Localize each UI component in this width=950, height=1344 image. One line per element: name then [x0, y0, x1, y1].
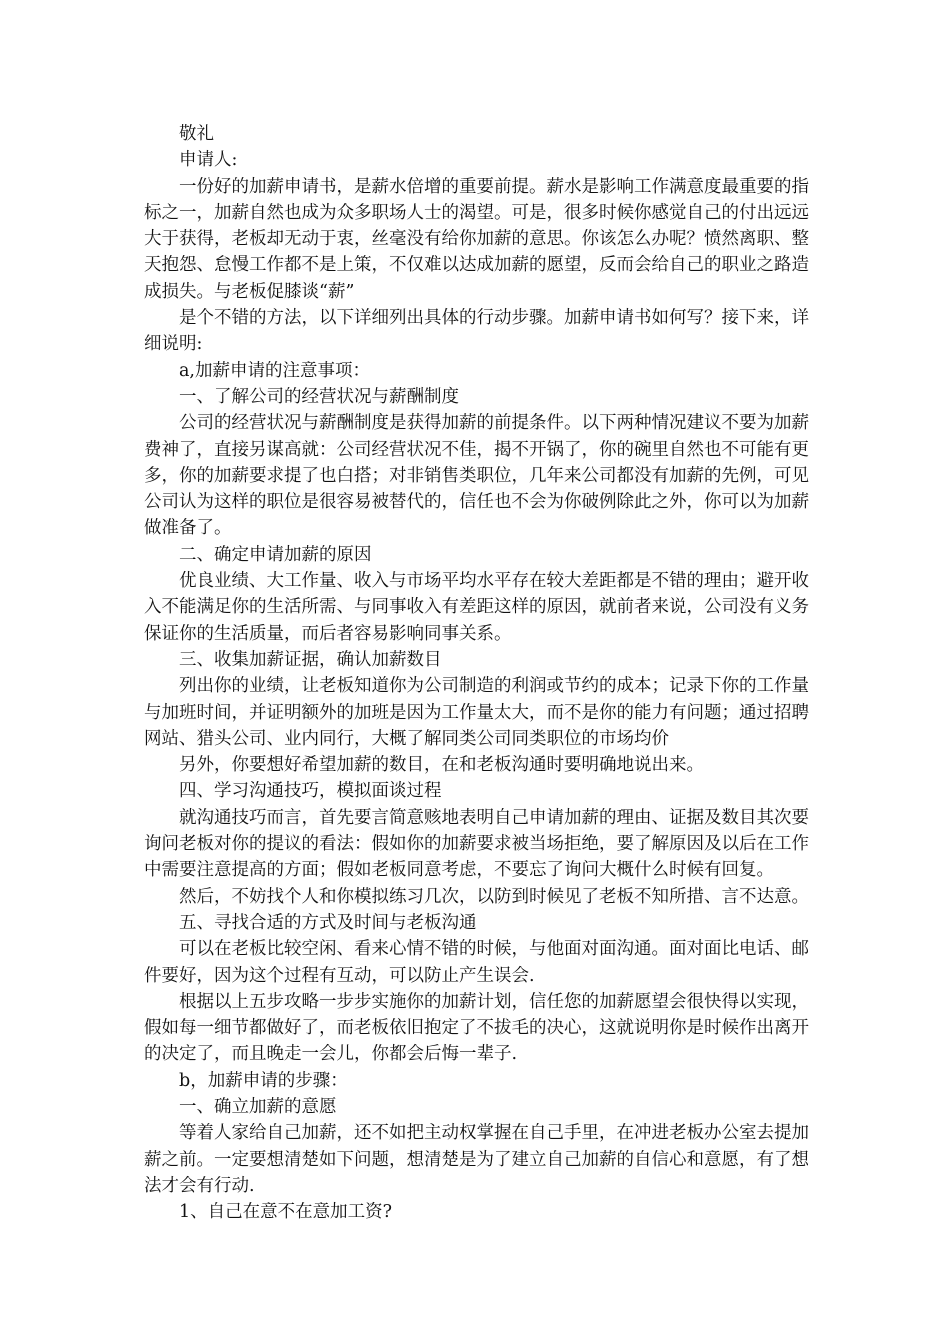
step-2-body: 优良业绩、大工作量、收入与市场平均水平存在较大差距都是不错的理由；避开收入不能满足你的生活所需、与同事收入有差距这样的原因，就前者来说，公司没有义务保证你的生活质量，而后者容易影响同事关系。	[144, 571, 809, 644]
step-5-heading: 五、寻找合适的方式及时间与老板沟通	[179, 912, 477, 933]
step-1-heading: 一、了解公司的经营状况与薪酬制度	[179, 386, 459, 407]
step-4-body: 就沟通技巧而言，首先要言简意赅地表明自己申请加薪的理由、证据及数目其次要询问老板对你的提议的看法：假如你的加薪要求被当场拒绝，要了解原因及以后在工作中需要注意提高的方面；假如老板同意考虑，不要忘了询问大概什么时候有回复。	[144, 807, 809, 881]
section-a-heading: a,加薪申请的注意事项：	[179, 360, 370, 381]
intro-continuation: 是个不错的方法，以下详细列出具体的行动步骤。加薪申请书如何写？接下来，详细说明:	[144, 308, 809, 355]
intro-paragraph: 一份好的加薪申请书，是薪水倍增的重要前提。薪水是影响工作满意度最重要的指标之一，加薪自然也成为众多职场人士的渴望。可是，很多时候你感觉自己的付出远远大于获得，老板却无动于衷，丝毫没有给你加薪的意思。你该怎么办呢？愤然离职、整天抱怨、怠慢工作都不是上策，不仅难以达成加薪的愿望，反而会给自己的职业之路造成损失。与老板促膝谈“薪”	[144, 176, 809, 302]
step-4-heading: 四、学习沟通技巧，模拟面谈过程	[179, 781, 442, 802]
step-5-body: 可以在老板比较空闲、看来心情不错的时候，与他面对面沟通。面对面比电话、邮件要好，因为这个过程有互动，可以防止产生误会.	[144, 939, 809, 986]
question-1: 1、自己在意不在意加工资?	[179, 1202, 393, 1223]
step-3-body: 列出你的业绩，让老板知道你为公司制造的利润或节约的成本；记录下你的工作量与加班时间，并证明额外的加班是因为工作量太大，而不是你的能力有问题；通过招聘网站、猎头公司、业内同行，大概了解同类公司同类职位的市场均价	[144, 676, 809, 749]
summary-paragraph: 根据以上五步攻略一步步实施你的加薪计划，信任您的加薪愿望会很快得以实现，假如每一细节都做好了，而老板依旧抱定了不拔毛的决心，这就说明你是时候作出离开的决定了，而且晚走一会儿，你都会后悔一辈子.	[144, 991, 809, 1065]
step-4-practice: 然后，不妨找个人和你模拟练习几次，以防到时候见了老板不知所措、言不达意。	[179, 886, 809, 907]
closing-salutation: 敬礼	[179, 124, 214, 144]
step-3-note: 另外，你要想好希望加薪的数目，在和老板沟通时要明确地说出来。	[179, 755, 704, 776]
section-b-heading: b，加薪申请的步骤：	[179, 1070, 348, 1091]
applicant-line: 申请人:	[179, 150, 238, 171]
document-body	[144, 121, 809, 1225]
step-2-heading: 二、确定申请加薪的原因	[179, 544, 372, 565]
step-3-heading: 三、收集加薪证据，确认加薪数目	[179, 649, 442, 670]
step-1-body: 公司的经营状况与薪酬制度是获得加薪的前提条件。以下两种情况建议不要为加薪费神了，直接另谋高就：公司经营状况不佳，揭不开锅了，你的碗里自然也不可能有更多，你的加薪要求提了也白搭；对非销售类职位，几年来公司都没有加薪的先例，可见公司认为这样的职位是很容易被替代的，信任也不会为你破例除此之外，你可以为加薪做准备了。	[144, 413, 809, 539]
b-step-1-body: 等着人家给自己加薪，还不如把主动权掌握在自己手里，在冲进老板办公室去提加薪之前。一定要想清楚如下问题，想清楚是为了建立自己加薪的自信心和意愿，有了想法才会有行动.	[144, 1123, 809, 1196]
b-step-1-heading: 一、确立加薪的意愿	[179, 1096, 337, 1117]
